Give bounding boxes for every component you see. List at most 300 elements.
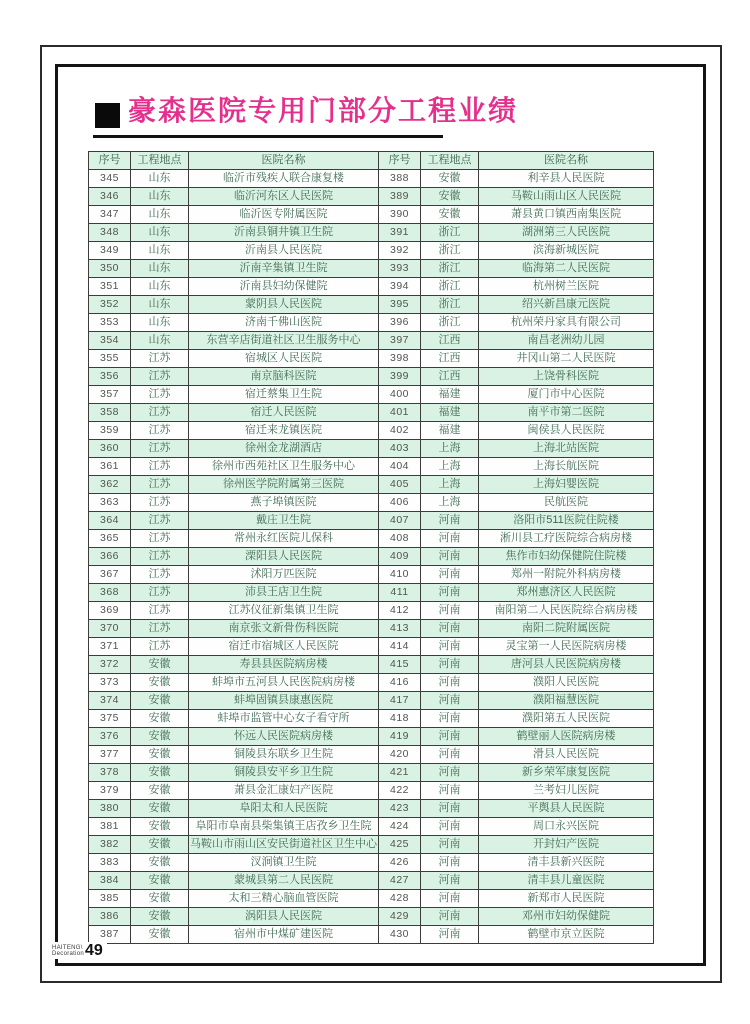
cell-hospital: 濮阳第五人民医院 [479,710,654,728]
cell-serial: 371 [89,638,131,656]
cell-location: 安徽 [131,764,189,782]
cell-hospital: 南昌老洲幼儿园 [479,332,654,350]
header-cell-location: 工程地点 [421,152,479,170]
cell-serial: 362 [89,476,131,494]
cell-serial: 360 [89,440,131,458]
cell-serial: 349 [89,242,131,260]
cell-location: 江苏 [131,620,189,638]
cell-hospital: 鹤壁丽人医院病房楼 [479,728,654,746]
table-row [89,530,654,548]
cell-hospital: 南平市第二医院 [479,404,654,422]
cell-serial: 391 [379,224,421,242]
cell-serial: 388 [379,170,421,188]
cell-hospital: 郑州惠济区人民医院 [479,584,654,602]
cell-serial: 369 [89,602,131,620]
cell-hospital: 南京脑科医院 [189,368,379,386]
cell-location: 安徽 [131,908,189,926]
cell-serial: 353 [89,314,131,332]
cell-hospital: 溧阳县人民医院 [189,548,379,566]
table-row [89,800,654,818]
cell-serial: 406 [379,494,421,512]
cell-serial: 428 [379,890,421,908]
cell-hospital: 怀远人民医院病房楼 [189,728,379,746]
cell-serial: 420 [379,746,421,764]
cell-serial: 356 [89,368,131,386]
cell-location: 河南 [421,746,479,764]
cell-hospital: 阜阳太和人民医院 [189,800,379,818]
cell-location: 浙江 [421,278,479,296]
cell-hospital: 蒙阴县人民医院 [189,296,379,314]
cell-serial: 373 [89,674,131,692]
cell-serial: 372 [89,656,131,674]
cell-location: 江苏 [131,476,189,494]
cell-location: 江苏 [131,512,189,530]
cell-location: 江苏 [131,584,189,602]
cell-location: 安徽 [131,872,189,890]
cell-location: 安徽 [131,890,189,908]
cell-hospital: 滑县人民医院 [479,746,654,764]
cell-hospital: 井冈山第二人民医院 [479,350,654,368]
cell-hospital: 临沂市残疾人联合康复楼 [189,170,379,188]
cell-location: 上海 [421,476,479,494]
header-cell-hospital: 医院名称 [189,152,379,170]
table-header [89,152,654,170]
cell-location: 江苏 [131,422,189,440]
cell-serial: 361 [89,458,131,476]
table-row [89,908,654,926]
cell-location: 河南 [421,584,479,602]
table-row [89,638,654,656]
cell-hospital: 洛阳市511医院住院楼 [479,512,654,530]
table-row [89,206,654,224]
cell-location: 山东 [131,260,189,278]
cell-serial: 426 [379,854,421,872]
header-cell-serial: 序号 [89,152,131,170]
brand-line2: Decoration [52,951,85,957]
table-row [89,224,654,242]
cell-serial: 419 [379,728,421,746]
cell-hospital: 沂南县人民医院 [189,242,379,260]
cell-hospital: 厦门市中心医院 [479,386,654,404]
cell-location: 上海 [421,458,479,476]
brand-line1: HAITENG\ [52,945,83,951]
cell-serial: 402 [379,422,421,440]
cell-hospital: 马鞍山雨山区人民医院 [479,188,654,206]
cell-hospital: 寿县县医院病房楼 [189,656,379,674]
cell-hospital: 临海第二人民医院 [479,260,654,278]
cell-serial: 345 [89,170,131,188]
cell-hospital: 铜陵县东联乡卫生院 [189,746,379,764]
table-row [89,512,654,530]
cell-serial: 370 [89,620,131,638]
table-row [89,494,654,512]
cell-hospital: 清丰县儿童医院 [479,872,654,890]
cell-serial: 392 [379,242,421,260]
cell-location: 山东 [131,296,189,314]
cell-location: 浙江 [421,242,479,260]
table-row [89,404,654,422]
cell-hospital: 沂南辛集镇卫生院 [189,260,379,278]
cell-serial: 383 [89,854,131,872]
cell-location: 河南 [421,548,479,566]
cell-hospital: 燕子埠镇医院 [189,494,379,512]
title-bullet-square-icon [95,103,120,128]
cell-location: 山东 [131,188,189,206]
cell-hospital: 萧县黄口镇西南集医院 [479,206,654,224]
cell-location: 山东 [131,278,189,296]
cell-hospital: 徐州市西苑社区卫生服务中心 [189,458,379,476]
cell-serial: 410 [379,566,421,584]
cell-hospital: 淅川县工疗医院综合病房楼 [479,530,654,548]
table-row [89,188,654,206]
cell-serial: 416 [379,674,421,692]
table-row [89,260,654,278]
page-footer [50,942,107,959]
header-cell-serial: 序号 [379,152,421,170]
table-row [89,890,654,908]
cell-hospital: 绍兴新昌康元医院 [479,296,654,314]
table-row [89,566,654,584]
cell-location: 河南 [421,782,479,800]
cell-hospital: 开封妇产医院 [479,836,654,854]
cell-hospital: 临沂河东区人民医院 [189,188,379,206]
cell-hospital: 邓州市妇幼保健院 [479,908,654,926]
table-row [89,764,654,782]
cell-hospital: 蚌埠市监管中心女子看守所 [189,710,379,728]
cell-location: 安徽 [131,800,189,818]
cell-location: 河南 [421,836,479,854]
cell-hospital: 利辛县人民医院 [479,170,654,188]
cell-serial: 400 [379,386,421,404]
cell-location: 江苏 [131,458,189,476]
cell-location: 江苏 [131,548,189,566]
cell-serial: 409 [379,548,421,566]
cell-serial: 414 [379,638,421,656]
table-row [89,386,654,404]
cell-location: 河南 [421,800,479,818]
cell-location: 安徽 [131,782,189,800]
cell-hospital: 沂南县妇幼保健院 [189,278,379,296]
cell-location: 安徽 [131,818,189,836]
table-row [89,692,654,710]
cell-hospital: 戴庄卫生院 [189,512,379,530]
cell-serial: 394 [379,278,421,296]
cell-location: 福建 [421,404,479,422]
cell-hospital: 南阳二院附属医院 [479,620,654,638]
cell-location: 江苏 [131,494,189,512]
cell-serial: 382 [89,836,131,854]
cell-hospital: 铜陵县安平乡卫生院 [189,764,379,782]
cell-hospital: 南阳第二人民医院综合病房楼 [479,602,654,620]
brand-mark [52,945,84,957]
table-row [89,746,654,764]
cell-serial: 376 [89,728,131,746]
cell-serial: 396 [379,314,421,332]
cell-serial: 348 [89,224,131,242]
cell-location: 安徽 [131,728,189,746]
cell-location: 河南 [421,764,479,782]
cell-hospital: 唐河县人民医院病房楼 [479,656,654,674]
table-row [89,332,654,350]
cell-serial: 390 [379,206,421,224]
cell-hospital: 马鞍山市雨山区安民街道社区卫生中心 [189,836,379,854]
table-row [89,602,654,620]
cell-hospital: 蒙城县第二人民医院 [189,872,379,890]
cell-location: 江苏 [131,638,189,656]
cell-location: 河南 [421,530,479,548]
table-row [89,440,654,458]
table-row [89,836,654,854]
cell-hospital: 鹤壁市京立医院 [479,926,654,944]
table-body [89,170,654,944]
cell-hospital: 涡阳县人民医院 [189,908,379,926]
cell-serial: 354 [89,332,131,350]
header-cell-hospital: 医院名称 [479,152,654,170]
cell-location: 河南 [421,890,479,908]
cell-serial: 398 [379,350,421,368]
cell-hospital: 蚌埠市五河县人民医院病房楼 [189,674,379,692]
cell-serial: 422 [379,782,421,800]
cell-serial: 425 [379,836,421,854]
cell-location: 安徽 [131,692,189,710]
cell-hospital: 萧县金汇康妇产医院 [189,782,379,800]
cell-hospital: 济南千佛山医院 [189,314,379,332]
cell-location: 江苏 [131,440,189,458]
table-row [89,854,654,872]
table-row [89,656,654,674]
cell-hospital: 上海北站医院 [479,440,654,458]
table-row [89,674,654,692]
cell-location: 浙江 [421,314,479,332]
cell-hospital: 杭州树兰医院 [479,278,654,296]
cell-location: 河南 [421,926,479,944]
cell-hospital: 杭州荣丹家具有限公司 [479,314,654,332]
cell-hospital: 周口永兴医院 [479,818,654,836]
cell-hospital: 上海妇婴医院 [479,476,654,494]
cell-location: 山东 [131,224,189,242]
cell-location: 江苏 [131,350,189,368]
cell-hospital: 宿州市中煤矿建医院 [189,926,379,944]
cell-hospital: 临沂医专附属医院 [189,206,379,224]
title-underline [93,135,443,138]
cell-location: 河南 [421,818,479,836]
cell-serial: 365 [89,530,131,548]
cell-serial: 381 [89,818,131,836]
cell-location: 河南 [421,602,479,620]
cell-location: 浙江 [421,260,479,278]
cell-location: 山东 [131,170,189,188]
cell-serial: 408 [379,530,421,548]
cell-serial: 378 [89,764,131,782]
table-row [89,422,654,440]
cell-serial: 346 [89,188,131,206]
page-number: 49 [85,942,103,959]
cell-location: 河南 [421,566,479,584]
cell-location: 江苏 [131,602,189,620]
cell-hospital: 江苏仪征新集镇卫生院 [189,602,379,620]
cell-hospital: 闽侯县人民医院 [479,422,654,440]
cell-serial: 355 [89,350,131,368]
cell-hospital: 汊涧镇卫生院 [189,854,379,872]
cell-hospital: 灵宝第一人民医院病房楼 [479,638,654,656]
cell-hospital: 上海长航医院 [479,458,654,476]
table-row [89,458,654,476]
cell-hospital: 徐州金龙湖酒店 [189,440,379,458]
cell-serial: 377 [89,746,131,764]
cell-serial: 417 [379,692,421,710]
cell-location: 河南 [421,710,479,728]
header-cell-location: 工程地点 [131,152,189,170]
cell-hospital: 沭阳万匹医院 [189,566,379,584]
cell-hospital: 宿迁蔡集卫生院 [189,386,379,404]
table-row [89,782,654,800]
cell-location: 山东 [131,314,189,332]
cell-hospital: 太和三精心脑血管医院 [189,890,379,908]
table-row [89,926,654,944]
table-row [89,368,654,386]
cell-serial: 401 [379,404,421,422]
cell-hospital: 东营辛店街道社区卫生服务中心 [189,332,379,350]
cell-hospital: 蚌埠固镇县康惠医院 [189,692,379,710]
cell-location: 江苏 [131,530,189,548]
cell-serial: 399 [379,368,421,386]
cell-location: 安徽 [131,746,189,764]
cell-hospital: 上饶骨科医院 [479,368,654,386]
cell-serial: 379 [89,782,131,800]
table-row [89,584,654,602]
cell-location: 安徽 [421,188,479,206]
cell-hospital: 清丰县新兴医院 [479,854,654,872]
cell-location: 山东 [131,332,189,350]
cell-location: 浙江 [421,224,479,242]
cell-hospital: 民航医院 [479,494,654,512]
cell-location: 安徽 [131,854,189,872]
table-row [89,296,654,314]
cell-hospital: 常州永红医院儿保科 [189,530,379,548]
cell-serial: 350 [89,260,131,278]
cell-serial: 429 [379,908,421,926]
cell-hospital: 新郑市人民医院 [479,890,654,908]
cell-location: 江西 [421,368,479,386]
cell-serial: 412 [379,602,421,620]
cell-hospital: 宿城区人民医院 [189,350,379,368]
cell-serial: 393 [379,260,421,278]
cell-hospital: 阜阳市阜南县柴集镇王店孜乡卫生院 [189,818,379,836]
cell-location: 江苏 [131,404,189,422]
cell-location: 河南 [421,620,479,638]
cell-location: 河南 [421,512,479,530]
cell-serial: 368 [89,584,131,602]
cell-serial: 351 [89,278,131,296]
table-row [89,278,654,296]
cell-location: 山东 [131,206,189,224]
cell-serial: 367 [89,566,131,584]
cell-serial: 352 [89,296,131,314]
cell-location: 河南 [421,638,479,656]
cell-location: 河南 [421,674,479,692]
page-title: 豪森医院专用门部分工程业绩 [128,95,519,126]
cell-location: 福建 [421,422,479,440]
cell-hospital: 新乡荣军康复医院 [479,764,654,782]
cell-hospital: 徐州医学院附属第三医院 [189,476,379,494]
cell-location: 安徽 [131,836,189,854]
cell-location: 江苏 [131,566,189,584]
table-row [89,548,654,566]
cell-serial: 380 [89,800,131,818]
table-row [89,170,654,188]
cell-location: 江西 [421,332,479,350]
cell-serial: 403 [379,440,421,458]
cell-location: 江苏 [131,386,189,404]
table-row [89,710,654,728]
cell-location: 河南 [421,854,479,872]
cell-location: 安徽 [421,170,479,188]
cell-location: 江苏 [131,368,189,386]
cell-hospital: 濮阳人民医院 [479,674,654,692]
cell-serial: 407 [379,512,421,530]
table-row [89,620,654,638]
table-row [89,818,654,836]
cell-location: 浙江 [421,296,479,314]
cell-location: 安徽 [131,926,189,944]
cell-serial: 366 [89,548,131,566]
table-row [89,314,654,332]
cell-serial: 358 [89,404,131,422]
cell-location: 河南 [421,908,479,926]
cell-location: 河南 [421,692,479,710]
cell-serial: 430 [379,926,421,944]
table-row [89,476,654,494]
cell-serial: 364 [89,512,131,530]
cell-serial: 397 [379,332,421,350]
cell-location: 河南 [421,872,479,890]
cell-hospital: 濮阳福慧医院 [479,692,654,710]
cell-serial: 395 [379,296,421,314]
cell-location: 河南 [421,728,479,746]
cell-serial: 385 [89,890,131,908]
cell-serial: 411 [379,584,421,602]
cell-serial: 347 [89,206,131,224]
cell-hospital: 宿迁来龙镇医院 [189,422,379,440]
cell-location: 上海 [421,440,479,458]
cell-location: 山东 [131,242,189,260]
cell-hospital: 兰考妇儿医院 [479,782,654,800]
cell-location: 安徽 [131,710,189,728]
cell-serial: 357 [89,386,131,404]
header-row [89,152,654,170]
cell-serial: 374 [89,692,131,710]
cell-location: 安徽 [131,656,189,674]
cell-serial: 363 [89,494,131,512]
cell-serial: 375 [89,710,131,728]
cell-serial: 404 [379,458,421,476]
cell-hospital: 南京张文新骨伤科医院 [189,620,379,638]
cell-hospital: 宿迁人民医院 [189,404,379,422]
cell-hospital: 平舆县人民医院 [479,800,654,818]
cell-location: 福建 [421,386,479,404]
cell-serial: 421 [379,764,421,782]
cell-hospital: 郑州一附院外科病房楼 [479,566,654,584]
table-row [89,350,654,368]
cell-serial: 389 [379,188,421,206]
cell-hospital: 沛县王店卫生院 [189,584,379,602]
cell-location: 江西 [421,350,479,368]
cell-location: 安徽 [421,206,479,224]
cell-serial: 415 [379,656,421,674]
cell-serial: 424 [379,818,421,836]
cell-serial: 387 [89,926,131,944]
cell-serial: 418 [379,710,421,728]
